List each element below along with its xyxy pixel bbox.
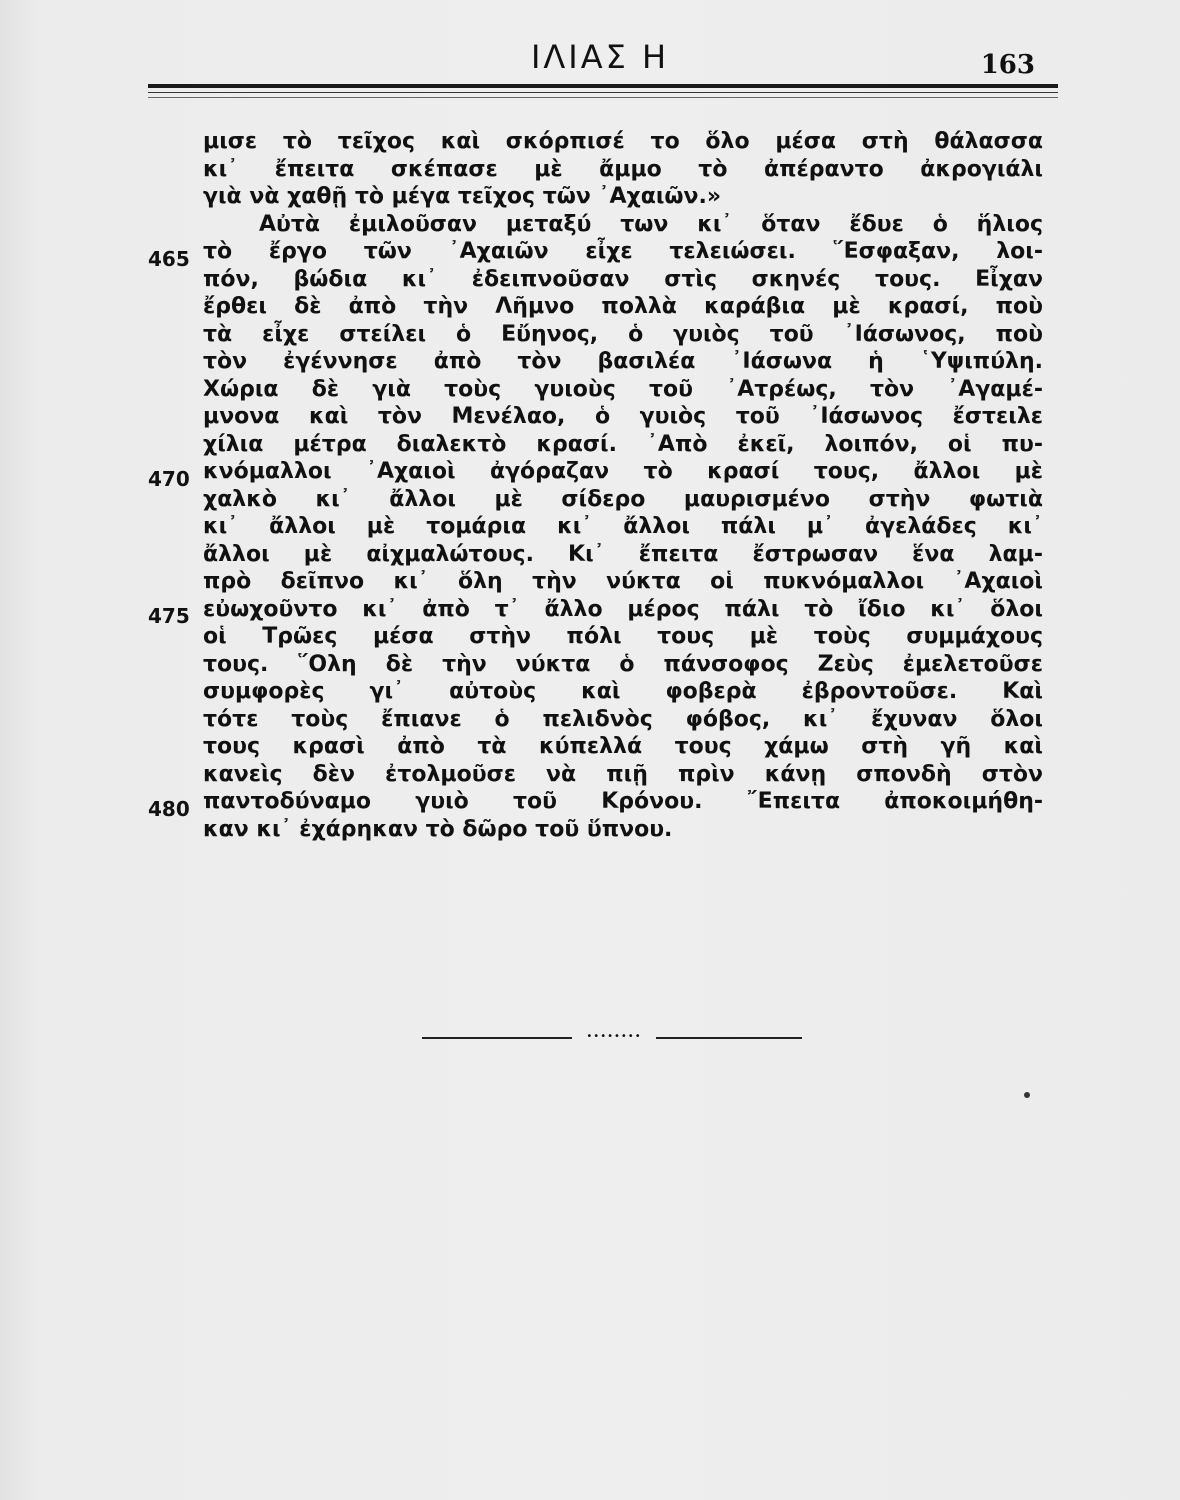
text-line: ἄλλοι μὲ αἰχμαλώτους. Κι᾿ ἔπειτα ἔστρωσαν ἕνα λαμ- — [203, 541, 1043, 567]
ornament-dots: •••••••• — [586, 1031, 642, 1042]
text-line: τὸν ἐγέννησε ἀπὸ τὸν βασιλέα ᾿Ιάσωνα ἡ ῾Υψιπύλη. — [203, 349, 1043, 374]
text-line: κι᾿ ἄλλοι μὲ τομάρια κι᾿ ἄλλοι πάλι μ᾿ ἀγελάδες κι᾿ — [203, 514, 1043, 539]
text-line: ἔρθει δὲ ἀπὸ τὴν Λῆμνο πολλὰ καράβια μὲ κρασί, ποὺ — [203, 294, 1043, 319]
body-text — [203, 128, 1043, 843]
ornament-rule-right — [656, 1037, 802, 1039]
text-line: παντοδύναμο γυιὸ τοῦ Κρόνου. ῎Επειτα ἀποκοιμήθη- — [203, 789, 1043, 814]
header-rule-thin-lower — [148, 97, 1058, 98]
text-line: μισε τὸ τεῖχος καὶ σκόρπισέ το ὅλο μέσα στὴ θάλασσα — [203, 129, 1043, 154]
text-line: τους κρασὶ ἀπὸ τὰ κύπελλά τους χάμω στὴ γῆ καὶ — [203, 734, 1043, 759]
text-line: Αὐτὰ ἐμιλοῦσαν μεταξύ των κι᾿ ὅταν ἔδυε ὁ ἥλιος — [259, 211, 1043, 237]
text-line: μνονα καὶ τὸν Μενέλαο, ὁ γυιὸς τοῦ ᾿Ιάσωνος ἔστειλε — [203, 404, 1043, 429]
text-line: τὸ ἔργο τῶν ᾿Αχαιῶν εἶχε τελειώσει. ῞Εσφαξαν, λοι- — [203, 239, 1043, 264]
text-line: κι᾿ ἔπειτα σκέπασε μὲ ἄμμο τὸ ἀπέραντο ἀκρογιάλι — [203, 156, 1043, 182]
text-line: οἱ Τρῶες μέσα στὴν πόλι τους μὲ τοὺς συμμάχους — [203, 624, 1043, 649]
verse-number-470: 470 — [148, 466, 190, 491]
ornament-rule-left — [422, 1037, 572, 1039]
running-header-title: ΙΛΙΑΣ Η — [530, 38, 670, 76]
header-rule-thick — [148, 84, 1058, 88]
text-line: εὐωχοῦντο κι᾿ ἀπὸ τ᾿ ἄλλο μέρος πάλι τὸ ἴδιο κι᾿ ὅλοι — [203, 596, 1043, 622]
verse-number-465: 465 — [148, 246, 190, 271]
text-line: πρὸ δεῖπνο κι᾿ ὅλη τὴν νύκτα οἱ πυκνόμαλλοι ᾿Αχαιοὶ — [203, 569, 1043, 594]
text-line: τότε τοὺς ἔπιανε ὁ πελιδνὸς φόβος, κι᾿ ἔχυναν ὅλοι — [203, 706, 1043, 732]
text-line: γιὰ νὰ χαθῇ τὸ μέγα τεῖχος τῶν ᾿Αχαιῶν.» — [203, 184, 722, 209]
text-line: τους. ῞Ολη δὲ τὴν νύκτα ὁ πάνσοφος Ζεὺς ἐμελετοῦσε — [203, 651, 1043, 677]
text-line: Χώρια δὲ γιὰ τοὺς γυιοὺς τοῦ ᾿Ατρέως, τὸν ᾿Αγαμέ- — [203, 376, 1043, 402]
end-ornament — [422, 1032, 802, 1042]
verse-number-480: 480 — [148, 796, 190, 821]
text-line: χαλκὸ κι᾿ ἄλλοι μὲ σίδερο μαυρισμένο στὴν φωτιὰ — [203, 486, 1043, 512]
verse-number-475: 475 — [148, 604, 190, 628]
text-line: χίλια μέτρα διαλεκτὸ κρασί. ᾿Απὸ ἐκεῖ, λοιπόν, οἱ πυ- — [203, 431, 1043, 457]
text-line: κανεὶς δὲν ἐτολμοῦσε νὰ πιῇ πρὶν κάνῃ σπονδὴ στὸν — [203, 761, 1043, 787]
text-line: καν κι᾿ ἐχάρηκαν τὸ δῶρο τοῦ ὕπνου. — [203, 816, 673, 842]
page-number: 163 — [980, 50, 1035, 80]
text-line: πόν, βώδια κι᾿ ἐδειπνοῦσαν στὶς σκηνές τους. Εἶχαν — [203, 266, 1043, 292]
header-rule-thin — [148, 92, 1058, 93]
print-speck — [1024, 1092, 1030, 1098]
text-line: κνόμαλλοι ᾿Αχαιοὶ ἀγόραζαν τὸ κρασί τους, ἄλλοι μὲ — [203, 459, 1043, 484]
text-line: συμφορὲς γι᾿ αὐτοὺς καὶ φοβερὰ ἐβροντοῦσε. Καὶ — [203, 679, 1043, 704]
text-line: τὰ εἶχε στείλει ὁ Εὔηνος, ὁ γυιὸς τοῦ ᾿Ιάσωνος, ποὺ — [203, 321, 1043, 347]
